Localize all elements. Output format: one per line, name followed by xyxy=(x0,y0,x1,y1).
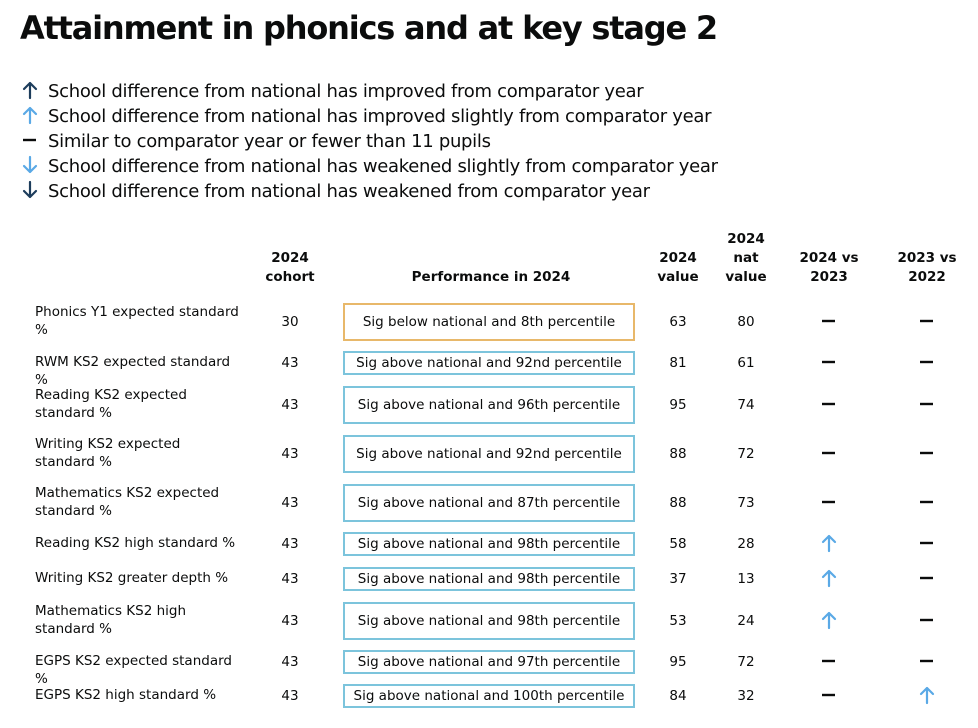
dash-icon xyxy=(20,130,40,152)
header-vs-2022-line-2: 2022 xyxy=(908,269,946,285)
cohort-cell: 43 xyxy=(281,446,299,462)
header-nat-value xyxy=(716,230,776,287)
performance-badge: Sig below national and 8th percentile xyxy=(343,303,635,341)
value-cell: 95 xyxy=(669,654,687,670)
dash-icon xyxy=(917,610,937,630)
metric-name: EGPS KS2 expected standard % xyxy=(35,653,232,687)
value-cell: 53 xyxy=(669,613,687,629)
header-value-line-1: 2024 xyxy=(659,250,697,266)
dash-icon xyxy=(819,492,839,512)
nat-value-cell: 73 xyxy=(737,495,755,511)
value-cell: 84 xyxy=(669,688,687,704)
arrow-up-light-icon xyxy=(917,685,937,705)
dash-icon xyxy=(819,352,839,372)
header-performance-line-1: Performance in 2024 xyxy=(411,269,571,285)
dash-icon xyxy=(917,492,937,512)
arrow-up-dark-icon xyxy=(20,80,40,102)
value-cell: 58 xyxy=(669,536,687,552)
value-cell: 95 xyxy=(669,397,687,413)
performance-badge: Sig above national and 87th percentile xyxy=(343,484,635,522)
metric-name: Reading KS2 expected standard % xyxy=(35,387,187,421)
header-value-line-2: value xyxy=(657,269,699,285)
nat-value-cell: 80 xyxy=(737,314,755,330)
dash-icon xyxy=(819,685,839,705)
dash-icon xyxy=(819,443,839,463)
arrow-up-light-icon xyxy=(819,610,839,630)
header-vs-2023-line-2: 2023 xyxy=(810,269,848,285)
nat-value-cell: 24 xyxy=(737,613,755,629)
legend-item-text: School difference from national has weakened slightly from comparator year xyxy=(48,156,718,177)
nat-value-cell: 32 xyxy=(737,688,755,704)
arrow-up-light-icon xyxy=(819,533,839,553)
performance-badge: Sig above national and 92nd percentile xyxy=(343,435,635,473)
nat-value-cell: 72 xyxy=(737,654,755,670)
page-title: Attainment in phonics and at key stage 2 xyxy=(20,9,717,47)
legend-item xyxy=(20,180,720,205)
performance-badge: Sig above national and 98th percentile xyxy=(343,602,635,640)
cohort-cell: 43 xyxy=(281,613,299,629)
cohort-cell: 43 xyxy=(281,688,299,704)
legend-item-text: Similar to comparator year or fewer than 11 pupils xyxy=(48,131,491,152)
dash-icon xyxy=(819,394,839,414)
value-cell: 88 xyxy=(669,495,687,511)
arrow-down-dark-icon xyxy=(20,180,40,202)
cohort-cell: 43 xyxy=(281,654,299,670)
legend-item-text: School difference from national has weakened from comparator year xyxy=(48,181,650,202)
dash-icon xyxy=(917,533,937,553)
metric-name: Mathematics KS2 expected standard % xyxy=(35,485,220,519)
dash-icon xyxy=(917,568,937,588)
cohort-cell: 43 xyxy=(281,571,299,587)
arrow-up-light-icon xyxy=(20,105,40,127)
header-cohort xyxy=(260,249,320,287)
header-vs-2023-line-1: 2024 vs xyxy=(799,250,859,266)
header-value xyxy=(653,249,703,287)
cohort-cell: 43 xyxy=(281,536,299,552)
value-cell: 81 xyxy=(669,355,687,371)
nat-value-cell: 61 xyxy=(737,355,755,371)
metric-name: Writing KS2 expected standard % xyxy=(35,436,181,470)
metric-name: Writing KS2 greater depth % xyxy=(35,570,229,586)
metric-name: Reading KS2 high standard % xyxy=(35,535,236,551)
dash-icon xyxy=(917,394,937,414)
header-vs-2023 xyxy=(794,249,864,287)
arrow-up-light-icon xyxy=(819,568,839,588)
performance-badge: Sig above national and 96th percentile xyxy=(343,386,635,424)
legend-item-text: School difference from national has improved from comparator year xyxy=(48,81,644,102)
dash-icon xyxy=(917,352,937,372)
header-nat-value-line-1: 2024 xyxy=(727,231,765,247)
performance-badge: Sig above national and 100th percentile xyxy=(343,684,635,708)
header-cohort-line-2: cohort xyxy=(265,269,315,285)
cohort-cell: 30 xyxy=(281,314,299,330)
header-vs-2022 xyxy=(892,249,962,287)
header-nat-value-line-2: nat xyxy=(733,250,759,266)
arrow-down-light-icon xyxy=(20,155,40,177)
performance-badge: Sig above national and 92nd percentile xyxy=(343,351,635,375)
metric-name: RWM KS2 expected standard % xyxy=(35,354,231,388)
dash-icon xyxy=(917,443,937,463)
nat-value-cell: 72 xyxy=(737,446,755,462)
cohort-cell: 43 xyxy=(281,397,299,413)
header-nat-value-line-3: value xyxy=(725,269,767,285)
performance-badge: Sig above national and 97th percentile xyxy=(343,650,635,674)
cohort-cell: 43 xyxy=(281,495,299,511)
nat-value-cell: 28 xyxy=(737,536,755,552)
performance-badge: Sig above national and 98th percentile xyxy=(343,532,635,556)
metric-name: Mathematics KS2 high standard % xyxy=(35,603,187,637)
dash-icon xyxy=(917,651,937,671)
cohort-cell: 43 xyxy=(281,355,299,371)
legend-item xyxy=(20,105,720,130)
legend-item xyxy=(20,80,720,105)
metric-name: Phonics Y1 expected standard % xyxy=(35,304,239,338)
value-cell: 37 xyxy=(669,571,687,587)
performance-badge: Sig above national and 98th percentile xyxy=(343,567,635,591)
nat-value-cell: 13 xyxy=(737,571,755,587)
header-cohort-line-1: 2024 xyxy=(271,250,309,266)
nat-value-cell: 74 xyxy=(737,397,755,413)
legend-item xyxy=(20,130,720,155)
metric-name: EGPS KS2 high standard % xyxy=(35,687,217,703)
legend-item xyxy=(20,155,720,180)
dash-icon xyxy=(819,311,839,331)
dash-icon xyxy=(917,311,937,331)
dash-icon xyxy=(819,651,839,671)
legend-item-text: School difference from national has improved slightly from comparator year xyxy=(48,106,712,127)
header-performance xyxy=(343,268,639,287)
value-cell: 63 xyxy=(669,314,687,330)
header-vs-2022-line-1: 2023 vs xyxy=(897,250,957,266)
value-cell: 88 xyxy=(669,446,687,462)
